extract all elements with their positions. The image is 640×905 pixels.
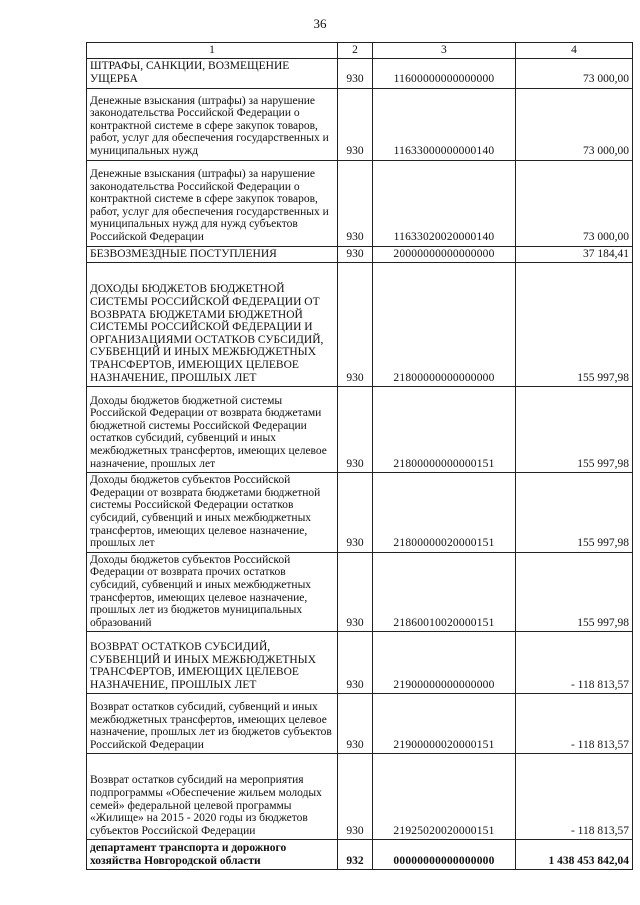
table-header-row — [87, 43, 633, 59]
table-row — [87, 387, 633, 473]
row-admin-code: 930 — [338, 694, 373, 754]
row-name: Доходы бюджетов субъектов Российской Федерации от возврата бюджетами бюджетной системы Российской Федерации остатков субсидий, субвенций и иных межбюджетных трансфертов, имеющих целевое назначение, прошлых лет — [87, 473, 338, 553]
row-name: ШТРАФЫ, САНКЦИИ, ВОЗМЕЩЕНИЕ УЩЕРБА — [87, 58, 338, 88]
row-amount: 1 438 453 842,04 — [516, 840, 633, 870]
row-name: Доходы бюджетов субъектов Российской Федерации от возврата прочих остатков субсидий, субвенций и иных межбюджетных трансфертов, имеющих целевое назначение, прошлых лет из бюджетов муниципальных образований — [87, 552, 338, 632]
table-row — [87, 473, 633, 553]
row-name: ДОХОДЫ БЮДЖЕТОВ БЮДЖЕТНОЙ СИСТЕМЫ РОССИЙСКОЙ ФЕДЕРАЦИИ ОТ ВОЗВРАТА БЮДЖЕТАМИ БЮДЖЕТНОЙ СИСТЕМЫ РОССИЙСКОЙ ФЕДЕРАЦИИ И ОРГАНИЗАЦИЯМИ ОСТАТКОВ СУБСИДИЙ, СУБВЕНЦИЙ И ИНЫХ МЕЖБЮДЖЕТНЫХ ТРАНСФЕРТОВ, ИМЕЮЩИХ ЦЕЛЕВОЕ НАЗНАЧЕНИЕ, ПРОШЛЫХ ЛЕТ — [87, 263, 338, 387]
row-budget-code: 00000000000000000 — [373, 840, 516, 870]
row-budget-code: 21860010020000151 — [373, 552, 516, 632]
table-row — [87, 263, 633, 387]
row-amount: - 118 813,57 — [516, 694, 633, 754]
row-name: Возврат остатков субсидий на мероприятия подпрограммы «Обеспечение жильем молодых семей» федеральной целевой программы «Жилище» на 2015 - 2020 годы из бюджетов субъектов Российской Федерации — [87, 754, 338, 840]
header-col-4: 4 — [516, 43, 633, 59]
row-admin-code: 930 — [338, 246, 373, 263]
table-row — [87, 160, 633, 246]
row-admin-code: 930 — [338, 473, 373, 553]
page-number: 36 — [313, 16, 327, 31]
table-row — [87, 632, 633, 694]
row-admin-code: 930 — [338, 58, 373, 88]
row-budget-code: 20000000000000000 — [373, 246, 516, 263]
row-name: Возврат остатков субсидий, субвенций и иных межбюджетных трансфертов, имеющих целевое назначение, прошлых лет из бюджетов субъектов Российской Федерации — [87, 694, 338, 754]
row-budget-code: 21900000000000000 — [373, 632, 516, 694]
row-admin-code: 932 — [338, 840, 373, 870]
row-amount: 155 997,98 — [516, 387, 633, 473]
row-name: департамент транспорта и дорожного хозяйства Новгородской области — [87, 840, 338, 870]
header-col-3: 3 — [373, 43, 516, 59]
table-row — [87, 246, 633, 263]
row-amount: 155 997,98 — [516, 473, 633, 553]
table-row — [87, 58, 633, 88]
row-name: Доходы бюджетов бюджетной системы Российской Федерации от возврата бюджетами бюджетной системы Российской Федерации остатков субсидий, субвенций и иных межбюджетных трансфертов, имеющих целевое назначение, прошлых лет — [87, 387, 338, 473]
row-admin-code: 930 — [338, 552, 373, 632]
row-amount: - 118 813,57 — [516, 754, 633, 840]
row-budget-code: 21800000000000000 — [373, 263, 516, 387]
row-name: Денежные взыскания (штрафы) за нарушение законодательства Российской Федерации о контрактной системе в сфере закупок товаров, работ, услуг для обеспечения государственных и муниципальных нужд для нужд субъектов Российской Федерации — [87, 160, 338, 246]
header-col-2: 2 — [338, 43, 373, 59]
row-budget-code: 21900000020000151 — [373, 694, 516, 754]
row-amount: 155 997,98 — [516, 552, 633, 632]
table-row — [87, 694, 633, 754]
row-admin-code: 930 — [338, 387, 373, 473]
row-budget-code: 11600000000000000 — [373, 58, 516, 88]
row-admin-code: 930 — [338, 160, 373, 246]
row-budget-code: 21925020020000151 — [373, 754, 516, 840]
row-budget-code: 21800000000000151 — [373, 387, 516, 473]
table-row — [87, 552, 633, 632]
row-amount: - 118 813,57 — [516, 632, 633, 694]
row-amount: 73 000,00 — [516, 160, 633, 246]
row-name: ВОЗВРАТ ОСТАТКОВ СУБСИДИЙ, СУБВЕНЦИЙ И ИНЫХ МЕЖБЮДЖЕТНЫХ ТРАНСФЕРТОВ, ИМЕЮЩИХ ЦЕЛЕВОЕ НАЗНАЧЕНИЕ, ПРОШЛЫХ ЛЕТ — [87, 632, 338, 694]
row-amount: 155 997,98 — [516, 263, 633, 387]
row-admin-code: 930 — [338, 632, 373, 694]
table-row — [87, 88, 633, 160]
table-row — [87, 754, 633, 840]
revenue-table — [86, 42, 633, 870]
row-name: Денежные взыскания (штрафы) за нарушение законодательства Российской Федерации о контрактной системе в сфере закупок товаров, работ, услуг для обеспечения государственных и муниципальных нужд — [87, 88, 338, 160]
row-admin-code: 930 — [338, 263, 373, 387]
row-budget-code: 11633000000000140 — [373, 88, 516, 160]
row-budget-code: 11633020020000140 — [373, 160, 516, 246]
table-row — [87, 840, 633, 870]
row-amount: 73 000,00 — [516, 88, 633, 160]
row-budget-code: 21800000020000151 — [373, 473, 516, 553]
row-admin-code: 930 — [338, 754, 373, 840]
row-amount: 37 184,41 — [516, 246, 633, 263]
row-admin-code: 930 — [338, 88, 373, 160]
row-name: БЕЗВОЗМЕЗДНЫЕ ПОСТУПЛЕНИЯ — [87, 246, 338, 263]
header-col-1: 1 — [87, 43, 338, 59]
row-amount: 73 000,00 — [516, 58, 633, 88]
